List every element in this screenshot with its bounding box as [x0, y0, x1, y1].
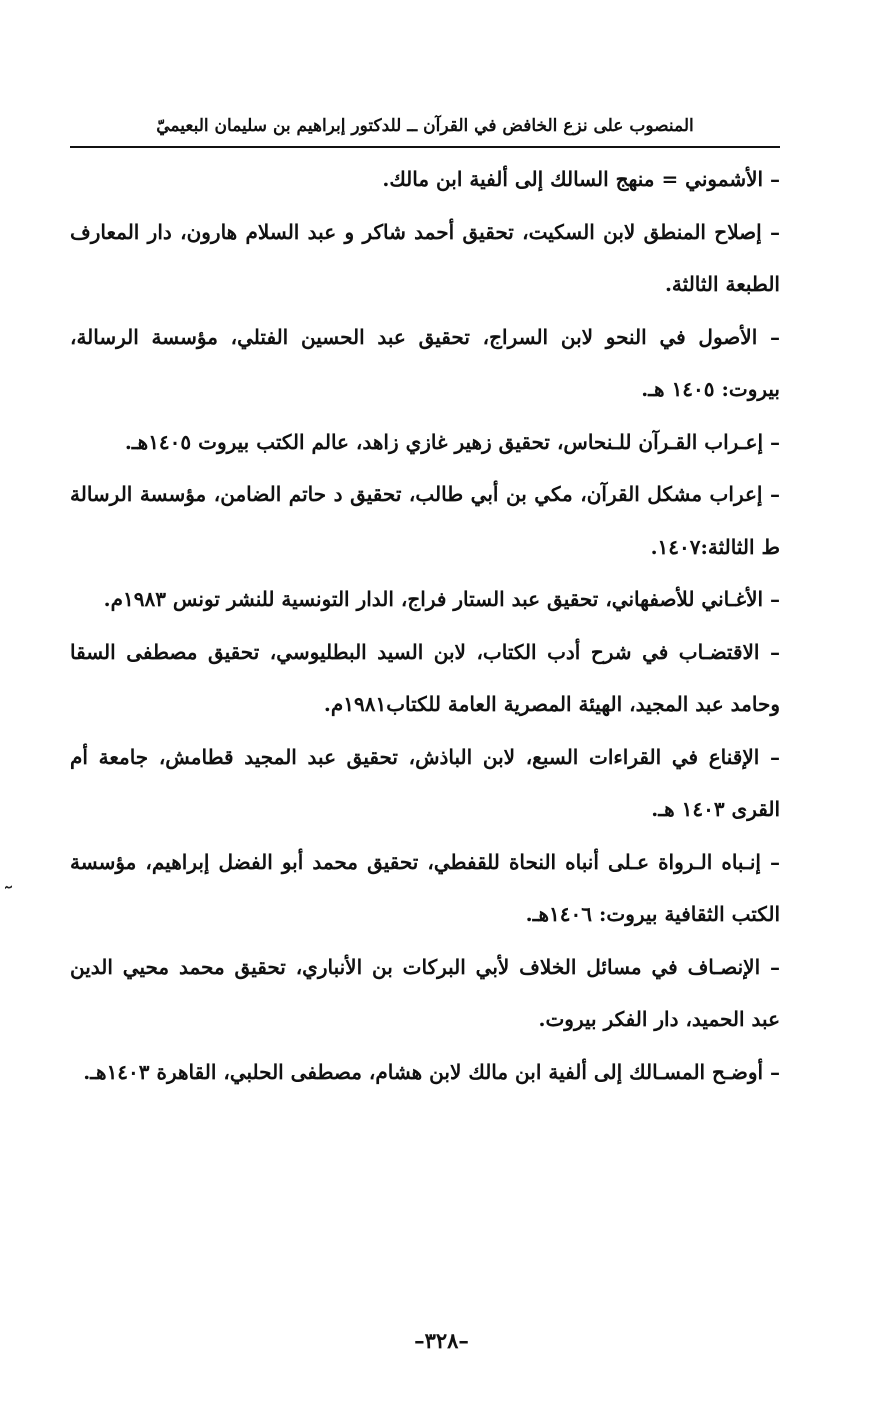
bibliography-entry: – إعراب مشكل القرآن، مكي بن أبي طالب، تحقيق د حاتم الضامن، مؤسسة الرسالة ط الثالثة:١٤٠٧.: [70, 482, 780, 559]
header-rule: [70, 146, 780, 148]
bibliography-entry: – إصلاح المنطق لابن السكيت، تحقيق أحمد شاكر و عبد السلام هارون، دار المعارف الطبعة الثالثة.: [70, 219, 780, 296]
bibliography-entry: – الأغـاني للأصفهاني، تحقيق عبد الستار فراج، الدار التونسية للنشر تونس ١٩٨٣م.: [103, 587, 780, 611]
running-header: المنصوب على نزع الخافض في القرآن ــ للدكتور إبراهيم بن سليمان البعيميّ: [156, 116, 694, 136]
bibliography-list: [70, 153, 780, 1098]
bibliography-entry: – إنـباه الـرواة عـلى أنباه النحاة للقفطي، تحقيق محمد أبو الفضل إبراهيم، مؤسسة الكتب الثقافية بيروت: ١٤٠٦هـ.: [70, 849, 780, 926]
bibliography-entry: – الاقتضـاب في شرح أدب الكتاب، لابن السيد البطليوسي، تحقيق مصطفى السقا وحامد عبد المجيد، الهيئة المصرية العامة للكتاب١٩٨١م.: [70, 639, 780, 716]
bibliography-entry: – الأصول في النحو لابن السراج، تحقيق عبد الحسين الفتلي، مؤسسة الرسالة، بيروت: ١٤٠٥ هـ.: [70, 324, 780, 401]
bibliography-entry: – الأشموني = منهج السالك إلى ألفية ابن مالك.: [382, 167, 780, 191]
page-number: –٣٢٨–: [414, 1328, 469, 1353]
bibliography-entry: – الإنصـاف في مسائل الخلاف لأبي البركات بن الأنباري، تحقيق محمد محيي الدين عبد الحميد، دار الفكر بيروت.: [70, 954, 780, 1031]
bibliography-entry: – الإقناع في القراءات السبع، لابن الباذش، تحقيق عبد المجيد قطامش، جامعة أم القرى ١٤٠٣ هـ.: [70, 744, 780, 821]
bibliography-entry: – إعـراب القـرآن للـنحاس، تحقيق زهير غازي زاهد، عالم الكتب بيروت ١٤٠٥هـ.: [124, 429, 780, 454]
bibliography-entry: – أوضـح المسـالك إلى ألفية ابن مالك لابن هشام، مصطفى الحلبي، القاهرة ١٤٠٣هـ.: [83, 1059, 780, 1084]
